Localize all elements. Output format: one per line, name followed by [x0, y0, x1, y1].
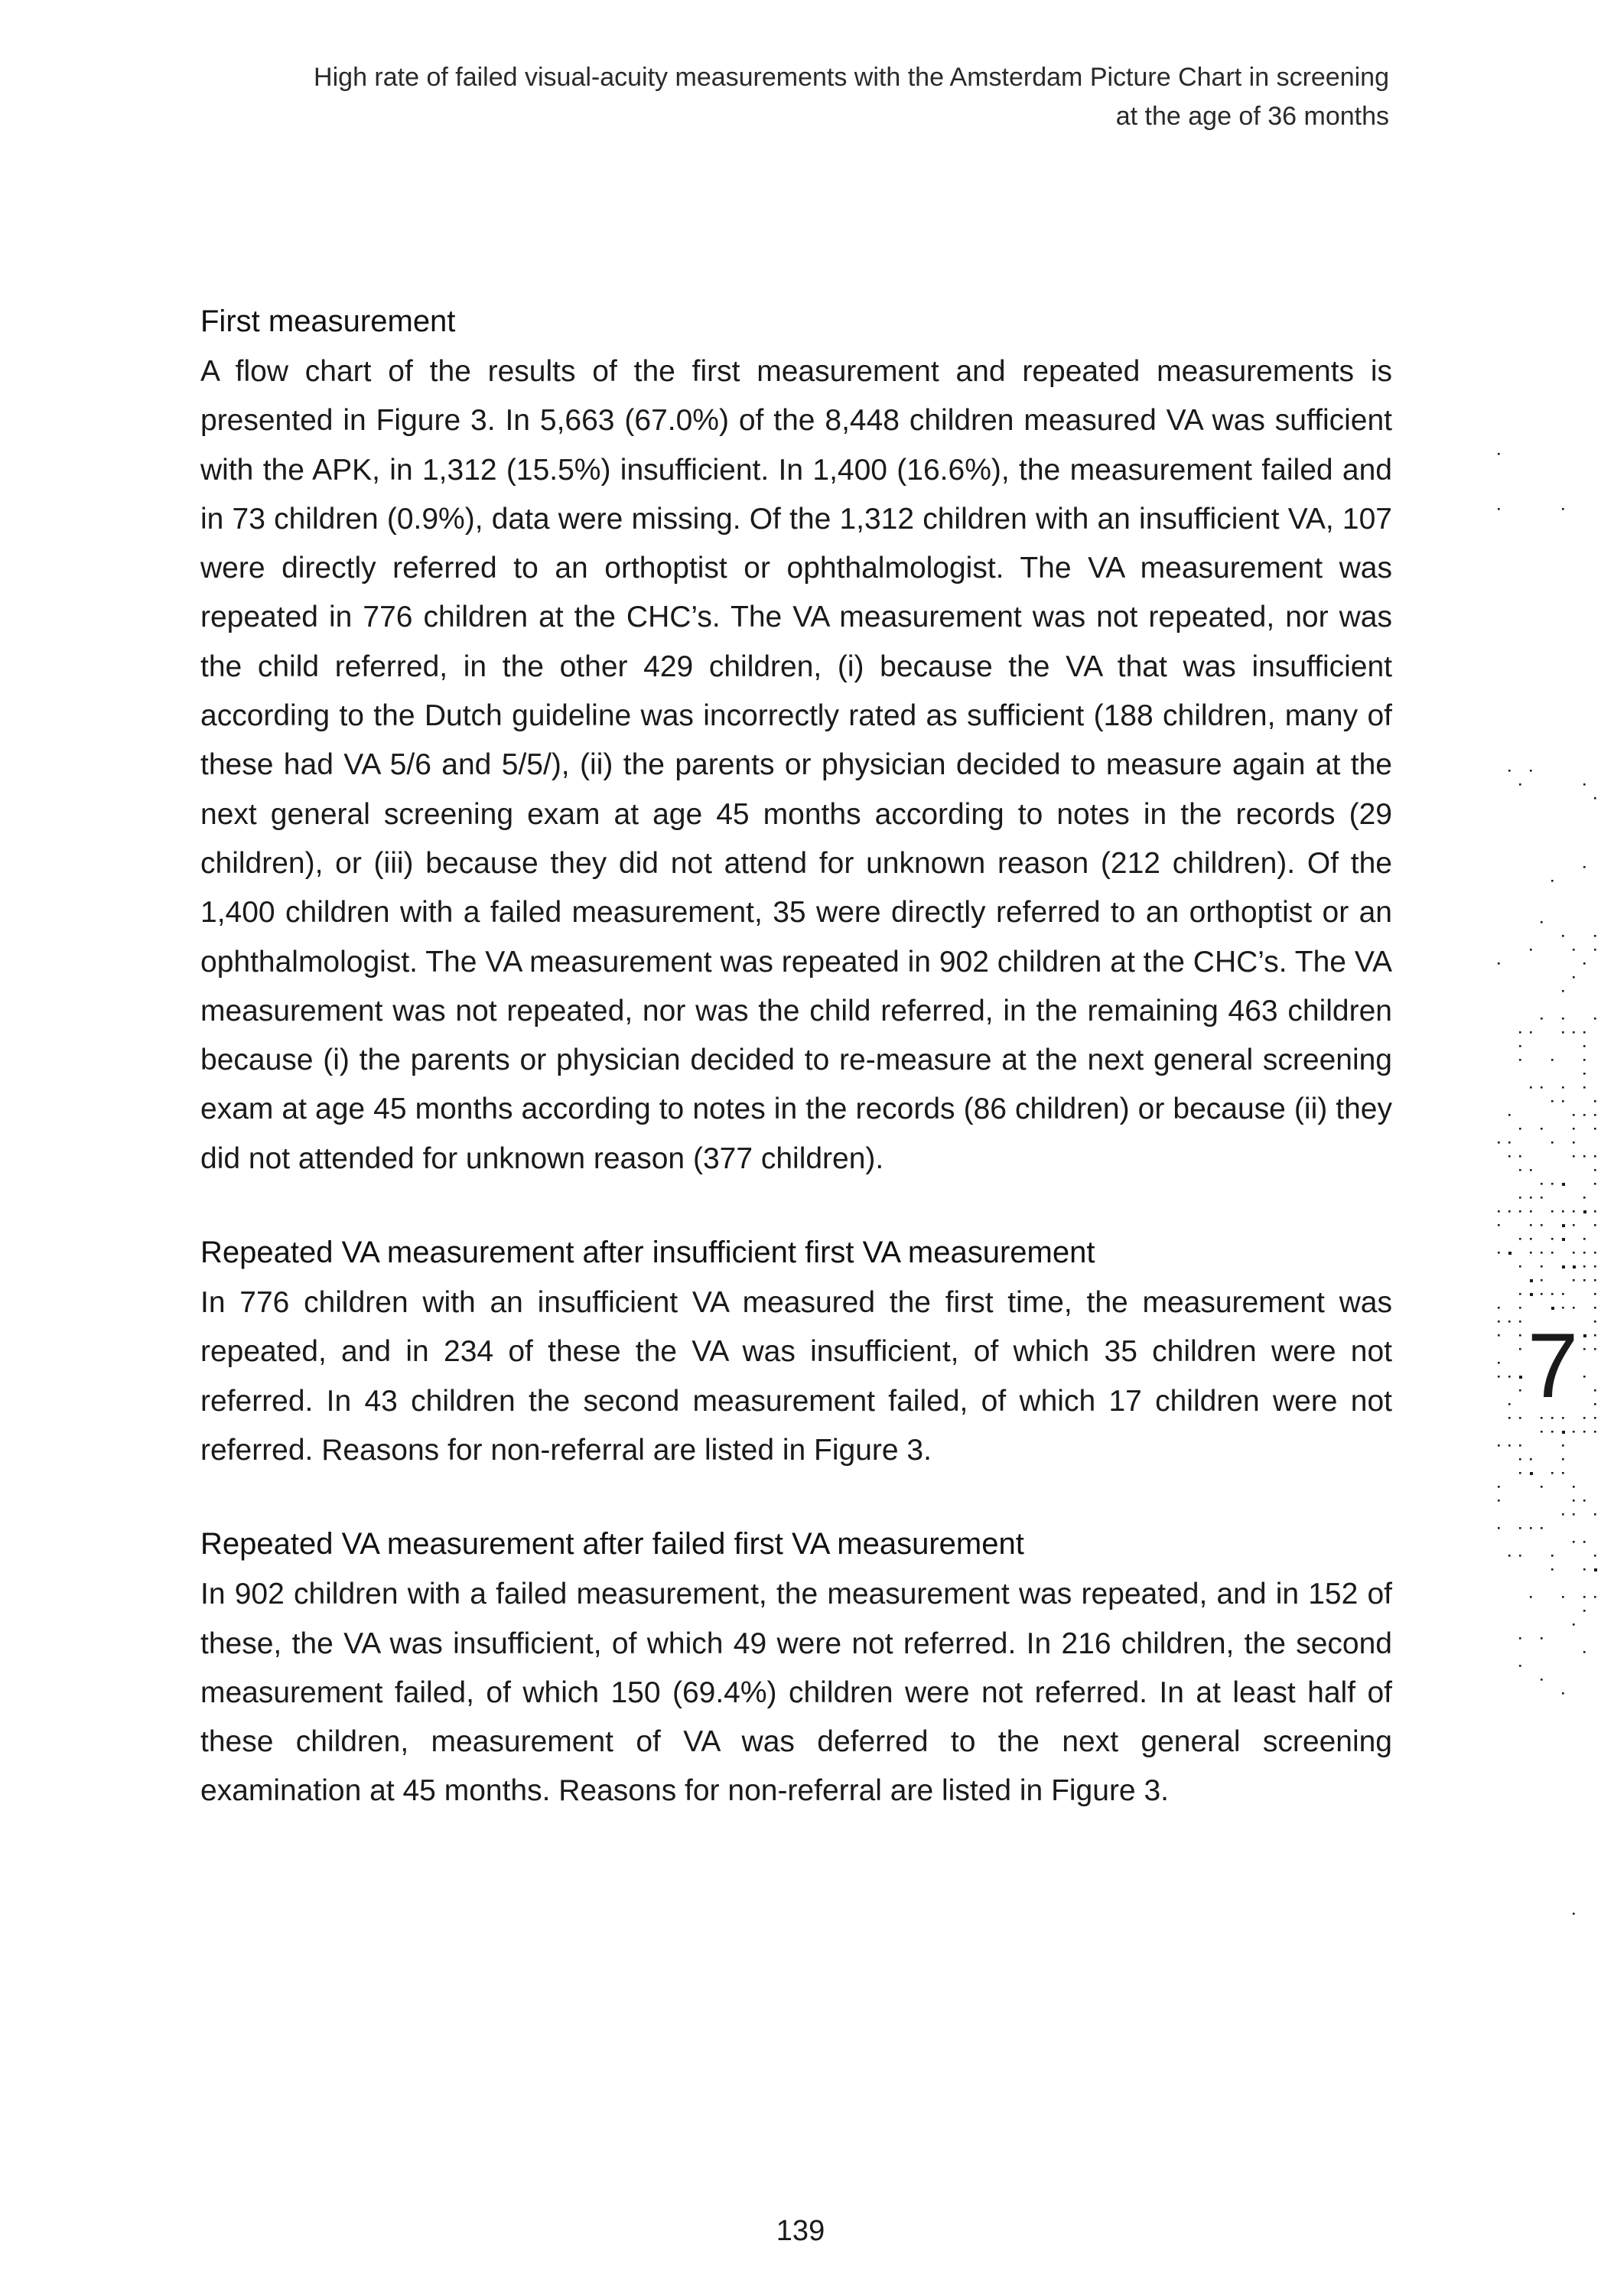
pattern-dot	[1573, 1252, 1575, 1254]
pattern-dot	[1519, 1348, 1521, 1350]
pattern-dot	[1508, 1321, 1511, 1323]
pattern-dot	[1519, 1045, 1521, 1047]
pattern-dot	[1508, 1403, 1511, 1405]
pattern-dot	[1594, 1321, 1596, 1323]
pattern-dot	[1573, 1513, 1575, 1516]
running-header-line-1: High rate of failed visual-acuity measurements with the Amsterdam Picture Chart in screening	[314, 63, 1389, 92]
pattern-dot	[1508, 1376, 1511, 1378]
pattern-dot	[1541, 1265, 1543, 1268]
pattern-dot	[1562, 990, 1564, 992]
pattern-dot	[1573, 1210, 1575, 1213]
pattern-dot	[1562, 1018, 1564, 1020]
pattern-dot	[1562, 1265, 1565, 1268]
pattern-dot	[1594, 1224, 1596, 1226]
pattern-dot	[1530, 1031, 1532, 1034]
pattern-dot	[1551, 1059, 1554, 1061]
pattern-dot	[1541, 1086, 1543, 1089]
pattern-dot	[1562, 1183, 1565, 1186]
pattern-dot	[1583, 1417, 1586, 1419]
pattern-dot	[1541, 1128, 1543, 1130]
pattern-dot	[1530, 1458, 1532, 1461]
pattern-dot	[1583, 783, 1586, 786]
pattern-dot	[1583, 866, 1586, 868]
pattern-dot	[1594, 1555, 1596, 1557]
pattern-dot	[1573, 949, 1575, 951]
pattern-dot	[1583, 962, 1586, 965]
pattern-dot	[1541, 1183, 1543, 1185]
pattern-dot	[1519, 1527, 1521, 1529]
page-number: 139	[776, 2215, 825, 2247]
pattern-dot	[1583, 1059, 1586, 1061]
pattern-dot	[1519, 1417, 1521, 1419]
pattern-dot	[1594, 1417, 1596, 1419]
pattern-dot	[1562, 1238, 1565, 1241]
pattern-dot	[1508, 1155, 1511, 1158]
pattern-dot	[1573, 1155, 1575, 1158]
pattern-dot	[1498, 453, 1500, 455]
pattern-dot	[1573, 1114, 1575, 1116]
pattern-dot	[1519, 1555, 1521, 1557]
pattern-dot	[1573, 976, 1575, 979]
pattern-dot	[1583, 1252, 1586, 1254]
pattern-dot	[1562, 1086, 1564, 1089]
pattern-dot	[1594, 1389, 1596, 1392]
section-first-measurement	[200, 300, 1392, 1184]
pattern-dot	[1573, 1500, 1575, 1502]
pattern-dot	[1530, 1279, 1533, 1282]
pattern-dot	[1519, 1293, 1521, 1295]
pattern-dot	[1508, 1252, 1512, 1255]
pattern-dot	[1551, 1183, 1554, 1185]
pattern-dot	[1594, 1252, 1596, 1254]
pattern-dot	[1562, 1417, 1564, 1419]
pattern-dot	[1594, 1334, 1596, 1337]
pattern-dot	[1573, 1913, 1575, 1915]
pattern-dot	[1594, 1265, 1596, 1268]
pattern-dot	[1519, 1472, 1521, 1474]
pattern-dot	[1551, 1431, 1554, 1433]
pattern-dot	[1583, 1596, 1586, 1598]
pattern-dot	[1583, 1086, 1586, 1089]
pattern-dot	[1530, 770, 1532, 772]
pattern-dot	[1583, 1045, 1586, 1047]
pattern-dot	[1519, 1665, 1521, 1667]
pattern-dot	[1508, 1114, 1511, 1116]
pattern-dot	[1594, 797, 1596, 800]
pattern-dot	[1519, 783, 1521, 786]
pattern-dot	[1530, 1086, 1532, 1089]
pattern-dot	[1551, 1417, 1554, 1419]
pattern-dot	[1583, 1031, 1586, 1034]
section-heading: First measurement	[200, 305, 456, 338]
pattern-dot	[1541, 1486, 1543, 1488]
pattern-dot	[1551, 1472, 1554, 1474]
pattern-dot	[1541, 1679, 1543, 1681]
pattern-dot	[1551, 1568, 1554, 1571]
pattern-dot	[1594, 1568, 1597, 1571]
pattern-dot	[1583, 1348, 1586, 1350]
pattern-dot	[1551, 1307, 1554, 1310]
pattern-dot	[1541, 1197, 1543, 1199]
pattern-dot	[1498, 1362, 1500, 1364]
pattern-dot	[1519, 1210, 1521, 1213]
pattern-dot	[1594, 1513, 1596, 1516]
pattern-dot	[1541, 1279, 1543, 1282]
pattern-dot	[1551, 1252, 1554, 1254]
pattern-dot	[1551, 1238, 1554, 1240]
pattern-dot	[1562, 1031, 1564, 1034]
pattern-dot	[1519, 1128, 1521, 1130]
pattern-dot	[1583, 1541, 1586, 1543]
pattern-dot	[1498, 1334, 1500, 1337]
pattern-dot	[1541, 1018, 1543, 1020]
pattern-dot	[1519, 1031, 1521, 1034]
pattern-dot	[1498, 1444, 1500, 1447]
pattern-dot	[1519, 1238, 1521, 1240]
pattern-dot	[1519, 1265, 1521, 1268]
pattern-dot	[1508, 1210, 1511, 1213]
pattern-dot	[1498, 508, 1500, 510]
section-paragraph: In 902 children with a failed measurement, the measurement was repeated, and in 152 of these, the VA was insufficient, of which 49 were not referred. In 216 children, the second measurement failed, of which 150 (69.4%) children were not referred. In at least half of these children, measurement of VA was deferred to the next general screening examination at 45 months. Reasons for non-referral are listed in Figure 3.	[200, 1578, 1392, 1808]
section-repeated-after-insufficient	[200, 1231, 1392, 1475]
section-heading: Repeated VA measurement after insufficient first VA measurement	[200, 1236, 1095, 1270]
pattern-dot	[1594, 1403, 1596, 1405]
pattern-dot	[1530, 1210, 1532, 1213]
section-repeated-after-failed	[200, 1523, 1392, 1816]
pattern-dot	[1583, 1114, 1586, 1116]
pattern-dot	[1551, 880, 1554, 882]
pattern-dot	[1508, 1555, 1511, 1557]
pattern-dot	[1562, 1100, 1564, 1102]
pattern-dot	[1498, 1486, 1500, 1488]
pattern-dot	[1551, 1293, 1554, 1295]
pattern-dot	[1583, 1265, 1586, 1268]
pattern-dot	[1573, 1031, 1575, 1034]
pattern-dot	[1519, 1444, 1521, 1447]
pattern-dot	[1541, 1293, 1543, 1295]
pattern-dot	[1562, 1458, 1564, 1461]
pattern-dot	[1583, 1073, 1586, 1075]
pattern-dot	[1583, 1376, 1586, 1378]
pattern-dot	[1530, 1169, 1532, 1171]
pattern-dot	[1594, 1169, 1596, 1171]
pattern-dot	[1519, 1197, 1521, 1199]
pattern-dot	[1551, 1210, 1554, 1213]
pattern-dot	[1530, 1197, 1532, 1199]
pattern-dot	[1594, 1100, 1596, 1102]
pattern-dot	[1594, 1114, 1596, 1116]
pattern-dot	[1562, 1293, 1564, 1295]
pattern-dot	[1594, 1183, 1596, 1185]
pattern-dot	[1594, 949, 1596, 951]
pattern-dot	[1530, 1472, 1533, 1475]
pattern-dot	[1541, 1417, 1543, 1419]
pattern-dot	[1594, 1018, 1596, 1020]
pattern-dot	[1583, 1431, 1586, 1433]
pattern-dot	[1541, 1637, 1543, 1640]
pattern-dot	[1530, 1527, 1532, 1529]
section-heading: Repeated VA measurement after failed first VA measurement	[200, 1527, 1024, 1562]
pattern-dot	[1594, 1307, 1596, 1309]
pattern-dot	[1573, 1279, 1575, 1282]
pattern-dot	[1541, 1224, 1543, 1226]
pattern-dot	[1573, 1128, 1575, 1130]
pattern-dot	[1573, 1307, 1575, 1309]
pattern-dot	[1498, 1321, 1500, 1323]
running-header	[184, 58, 1389, 136]
pattern-dot	[1583, 1500, 1586, 1502]
pattern-dot	[1530, 1224, 1532, 1226]
pattern-dot	[1583, 1279, 1586, 1282]
pattern-dot	[1498, 1141, 1500, 1144]
pattern-dot	[1573, 1623, 1575, 1626]
pattern-dot	[1519, 1458, 1521, 1461]
pattern-dot	[1530, 1238, 1532, 1240]
pattern-dot	[1562, 1472, 1564, 1474]
chapter-tab-pattern	[1492, 321, 1601, 1943]
section-paragraph: In 776 children with an insufficient VA measured the first time, the measurement was repeated, and in 234 of these the VA was insufficient, of which 35 children were not referred. In 43 children the second measurement failed, of which 17 children were not referred. Reasons for non-referral are listed in Figure 3.	[200, 1286, 1392, 1467]
pattern-dot	[1594, 1293, 1596, 1295]
pattern-dot	[1583, 1210, 1586, 1213]
pattern-dot	[1573, 1431, 1575, 1433]
pattern-dot	[1498, 1224, 1500, 1226]
pattern-dot	[1583, 1155, 1586, 1158]
pattern-dot	[1508, 1141, 1511, 1144]
pattern-dot	[1530, 1596, 1532, 1598]
pattern-dot	[1583, 1568, 1586, 1571]
pattern-dot	[1551, 1100, 1554, 1102]
chapter-number: 7	[1522, 1316, 1583, 1415]
pattern-dot	[1573, 1224, 1575, 1226]
pattern-dot	[1583, 1197, 1586, 1199]
pattern-dot	[1519, 1155, 1521, 1158]
pattern-dot	[1594, 935, 1596, 937]
pattern-dot	[1562, 935, 1564, 937]
pattern-dot	[1541, 1252, 1543, 1254]
pattern-dot	[1562, 1431, 1565, 1434]
pattern-dot	[1498, 962, 1500, 965]
pattern-dot	[1562, 1596, 1564, 1598]
pattern-dot	[1573, 1141, 1575, 1144]
pattern-dot	[1594, 1279, 1596, 1282]
pattern-dot	[1541, 1527, 1543, 1529]
section-paragraph: A flow chart of the results of the first measurement and repeated measurements is presented in Figure 3. In 5,663 (67.0%) of the 8,448 children measured VA was sufficient with the APK, in 1,312 (15.5%) insufficient. In 1,400 (16.6%), the measurement failed and in 73 children (0.9%), data were missing. Of the 1,312 children with an insufficient VA, 107 were directly referred to an orthoptist or ophthalmologist. The VA measurement was repeated in 776 children at the CHC’s. The VA measurement was not repeated, nor was the child referred, in the other 429 children, (i) because the VA that was insufficient according to the Dutch guideline was incorrectly rated as sufficient (188 children, many of these had VA 5/6 and 5/5/), (ii) the parents or physician decided to measure again at the next general screening exam at age 45 months according to notes in the records (29 children), or (iii) because they did not attend for unknown reason (212 children). Of the 1,400 children with a failed measurement, 35 were directly referred to an orthoptist or an ophthalmologist. The VA measurement was repeated in 902 children at the CHC’s. The VA measurement was not repeated, nor was the child referred, in the remaining 463 children because (i) the parents or physician decided to re-measure at the next general screening exam at age 45 months according to notes in the records (86 children) or because (ii) they did not attended for unknown reason (377 children).	[200, 355, 1392, 1175]
pattern-dot	[1562, 1307, 1564, 1309]
pattern-dot	[1594, 1128, 1596, 1130]
pattern-dot	[1562, 1513, 1564, 1516]
pattern-dot	[1498, 1252, 1500, 1254]
pattern-dot	[1551, 1555, 1554, 1557]
pattern-dot	[1519, 1307, 1521, 1309]
pattern-dot	[1551, 1141, 1554, 1144]
pattern-dot	[1583, 1651, 1586, 1653]
pattern-dot	[1573, 1541, 1575, 1543]
pattern-dot	[1530, 1293, 1533, 1296]
pattern-dot	[1519, 1321, 1521, 1323]
pattern-dot	[1498, 1210, 1500, 1213]
pattern-dot	[1562, 1444, 1564, 1447]
pattern-dot	[1594, 1155, 1596, 1158]
pattern-dot	[1594, 1210, 1596, 1213]
pattern-dot	[1519, 1059, 1521, 1061]
main-content	[200, 300, 1392, 1816]
pattern-dot	[1498, 1307, 1500, 1309]
pattern-dot	[1562, 508, 1564, 510]
pattern-dot	[1519, 1169, 1521, 1171]
pattern-dot	[1541, 1431, 1543, 1433]
pattern-dot	[1562, 1210, 1564, 1213]
pattern-dot	[1530, 1252, 1532, 1254]
pattern-dot	[1519, 1334, 1521, 1337]
pattern-dot	[1508, 1417, 1511, 1419]
pattern-dot	[1594, 1431, 1596, 1433]
pattern-dot	[1583, 1610, 1586, 1612]
pattern-dot	[1573, 1265, 1576, 1268]
pattern-dot	[1583, 1238, 1586, 1240]
pattern-dot	[1583, 1334, 1586, 1337]
pattern-dot	[1594, 1596, 1596, 1598]
pattern-dot	[1519, 1389, 1521, 1392]
pattern-dot	[1594, 1348, 1596, 1350]
pattern-dot	[1562, 1224, 1565, 1227]
pattern-dot	[1508, 770, 1511, 772]
pattern-dot	[1508, 1444, 1511, 1447]
running-header-line-2: at the age of 36 months	[1115, 102, 1389, 131]
pattern-dot	[1498, 1527, 1500, 1529]
pattern-dot	[1498, 1376, 1500, 1378]
pattern-dot	[1541, 921, 1543, 923]
pattern-dot	[1562, 1692, 1564, 1695]
pattern-dot	[1519, 1637, 1521, 1640]
pattern-dot	[1498, 1500, 1500, 1502]
pattern-dot	[1573, 1486, 1575, 1488]
pattern-dot	[1530, 949, 1532, 951]
